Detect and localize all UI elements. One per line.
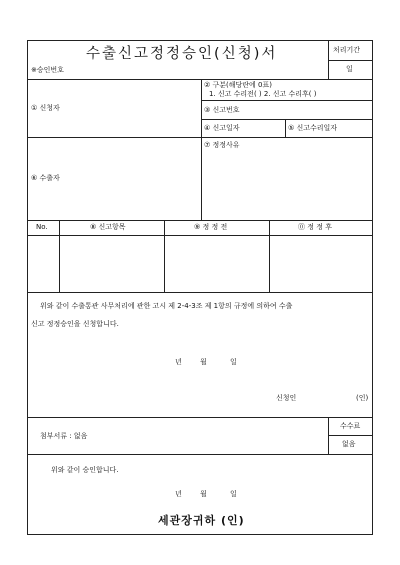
form-title: 수출신고정정승인(신청)서 [86, 46, 278, 62]
row-divider [28, 220, 372, 221]
col-divider [285, 119, 286, 137]
processing-period-value: 일 [346, 65, 353, 73]
row-divider [28, 454, 372, 455]
correction-reason-label: ⑦ 정정사유 [204, 141, 240, 149]
export-declaration-correction-form [27, 40, 373, 535]
approval-day: 일 [230, 490, 237, 498]
approval-text: 위와 같이 승인합니다. [51, 466, 119, 474]
row-divider [28, 137, 372, 138]
category-options: 1. 신고 수리전( ) 2. 신고 수리후( ) [209, 90, 317, 98]
col-header-item: ⑧ 신고항목 [90, 223, 126, 231]
period-divider [328, 60, 372, 61]
statement-line-1: 위와 같이 수출통관 사무처리에 관한 고시 제 2-4-3조 제 1항의 규정에 의하여 수출 [40, 302, 293, 310]
statement-day: 일 [230, 358, 237, 366]
applicant-seal: (인) [356, 394, 369, 402]
col-divider [328, 417, 329, 454]
statement-month: 월 [200, 358, 207, 366]
fee-value: 없음 [342, 440, 356, 448]
row-divider [28, 79, 372, 80]
fee-label: 수수료 [340, 422, 361, 430]
acceptance-date-label: ⑤ 신고수리일자 [288, 124, 338, 132]
col-header-no: No. [36, 223, 48, 231]
attachments-label: 첨부서류 : 없음 [40, 432, 88, 440]
col-divider [201, 79, 202, 220]
approval-month: 월 [200, 490, 207, 498]
col-divider [269, 220, 270, 292]
statement-line-2: 신고 정정승인을 신청합니다. [31, 320, 119, 328]
fee-divider [328, 435, 372, 436]
report-date-label: ④ 신고일자 [204, 124, 240, 132]
processing-period-label: 처리기간 [333, 46, 361, 54]
applicant-label: ① 신청자 [31, 104, 60, 112]
report-number-label: ③ 신고번호 [204, 106, 240, 114]
row-divider [28, 417, 372, 418]
approval-number-label: ※승인번호 [31, 66, 64, 74]
approval-year: 년 [175, 490, 182, 498]
row-divider [201, 100, 372, 101]
applicant-sign-label: 신청인 [276, 394, 297, 402]
col-divider [59, 220, 60, 292]
col-header-after: ⓪ 정 정 후 [298, 223, 332, 231]
col-header-before: ⑨ 정 정 전 [194, 223, 228, 231]
statement-year: 년 [175, 358, 182, 366]
col-divider [328, 41, 329, 79]
col-divider [164, 220, 165, 292]
exporter-label: ⑥ 수출자 [31, 174, 60, 182]
category-label: ② 구분(해당란에 0표) [204, 81, 272, 89]
row-divider [28, 292, 372, 293]
customs-chief-signature: 세관장귀하 (인) [158, 514, 245, 527]
row-divider [201, 119, 372, 120]
row-divider [28, 235, 372, 236]
